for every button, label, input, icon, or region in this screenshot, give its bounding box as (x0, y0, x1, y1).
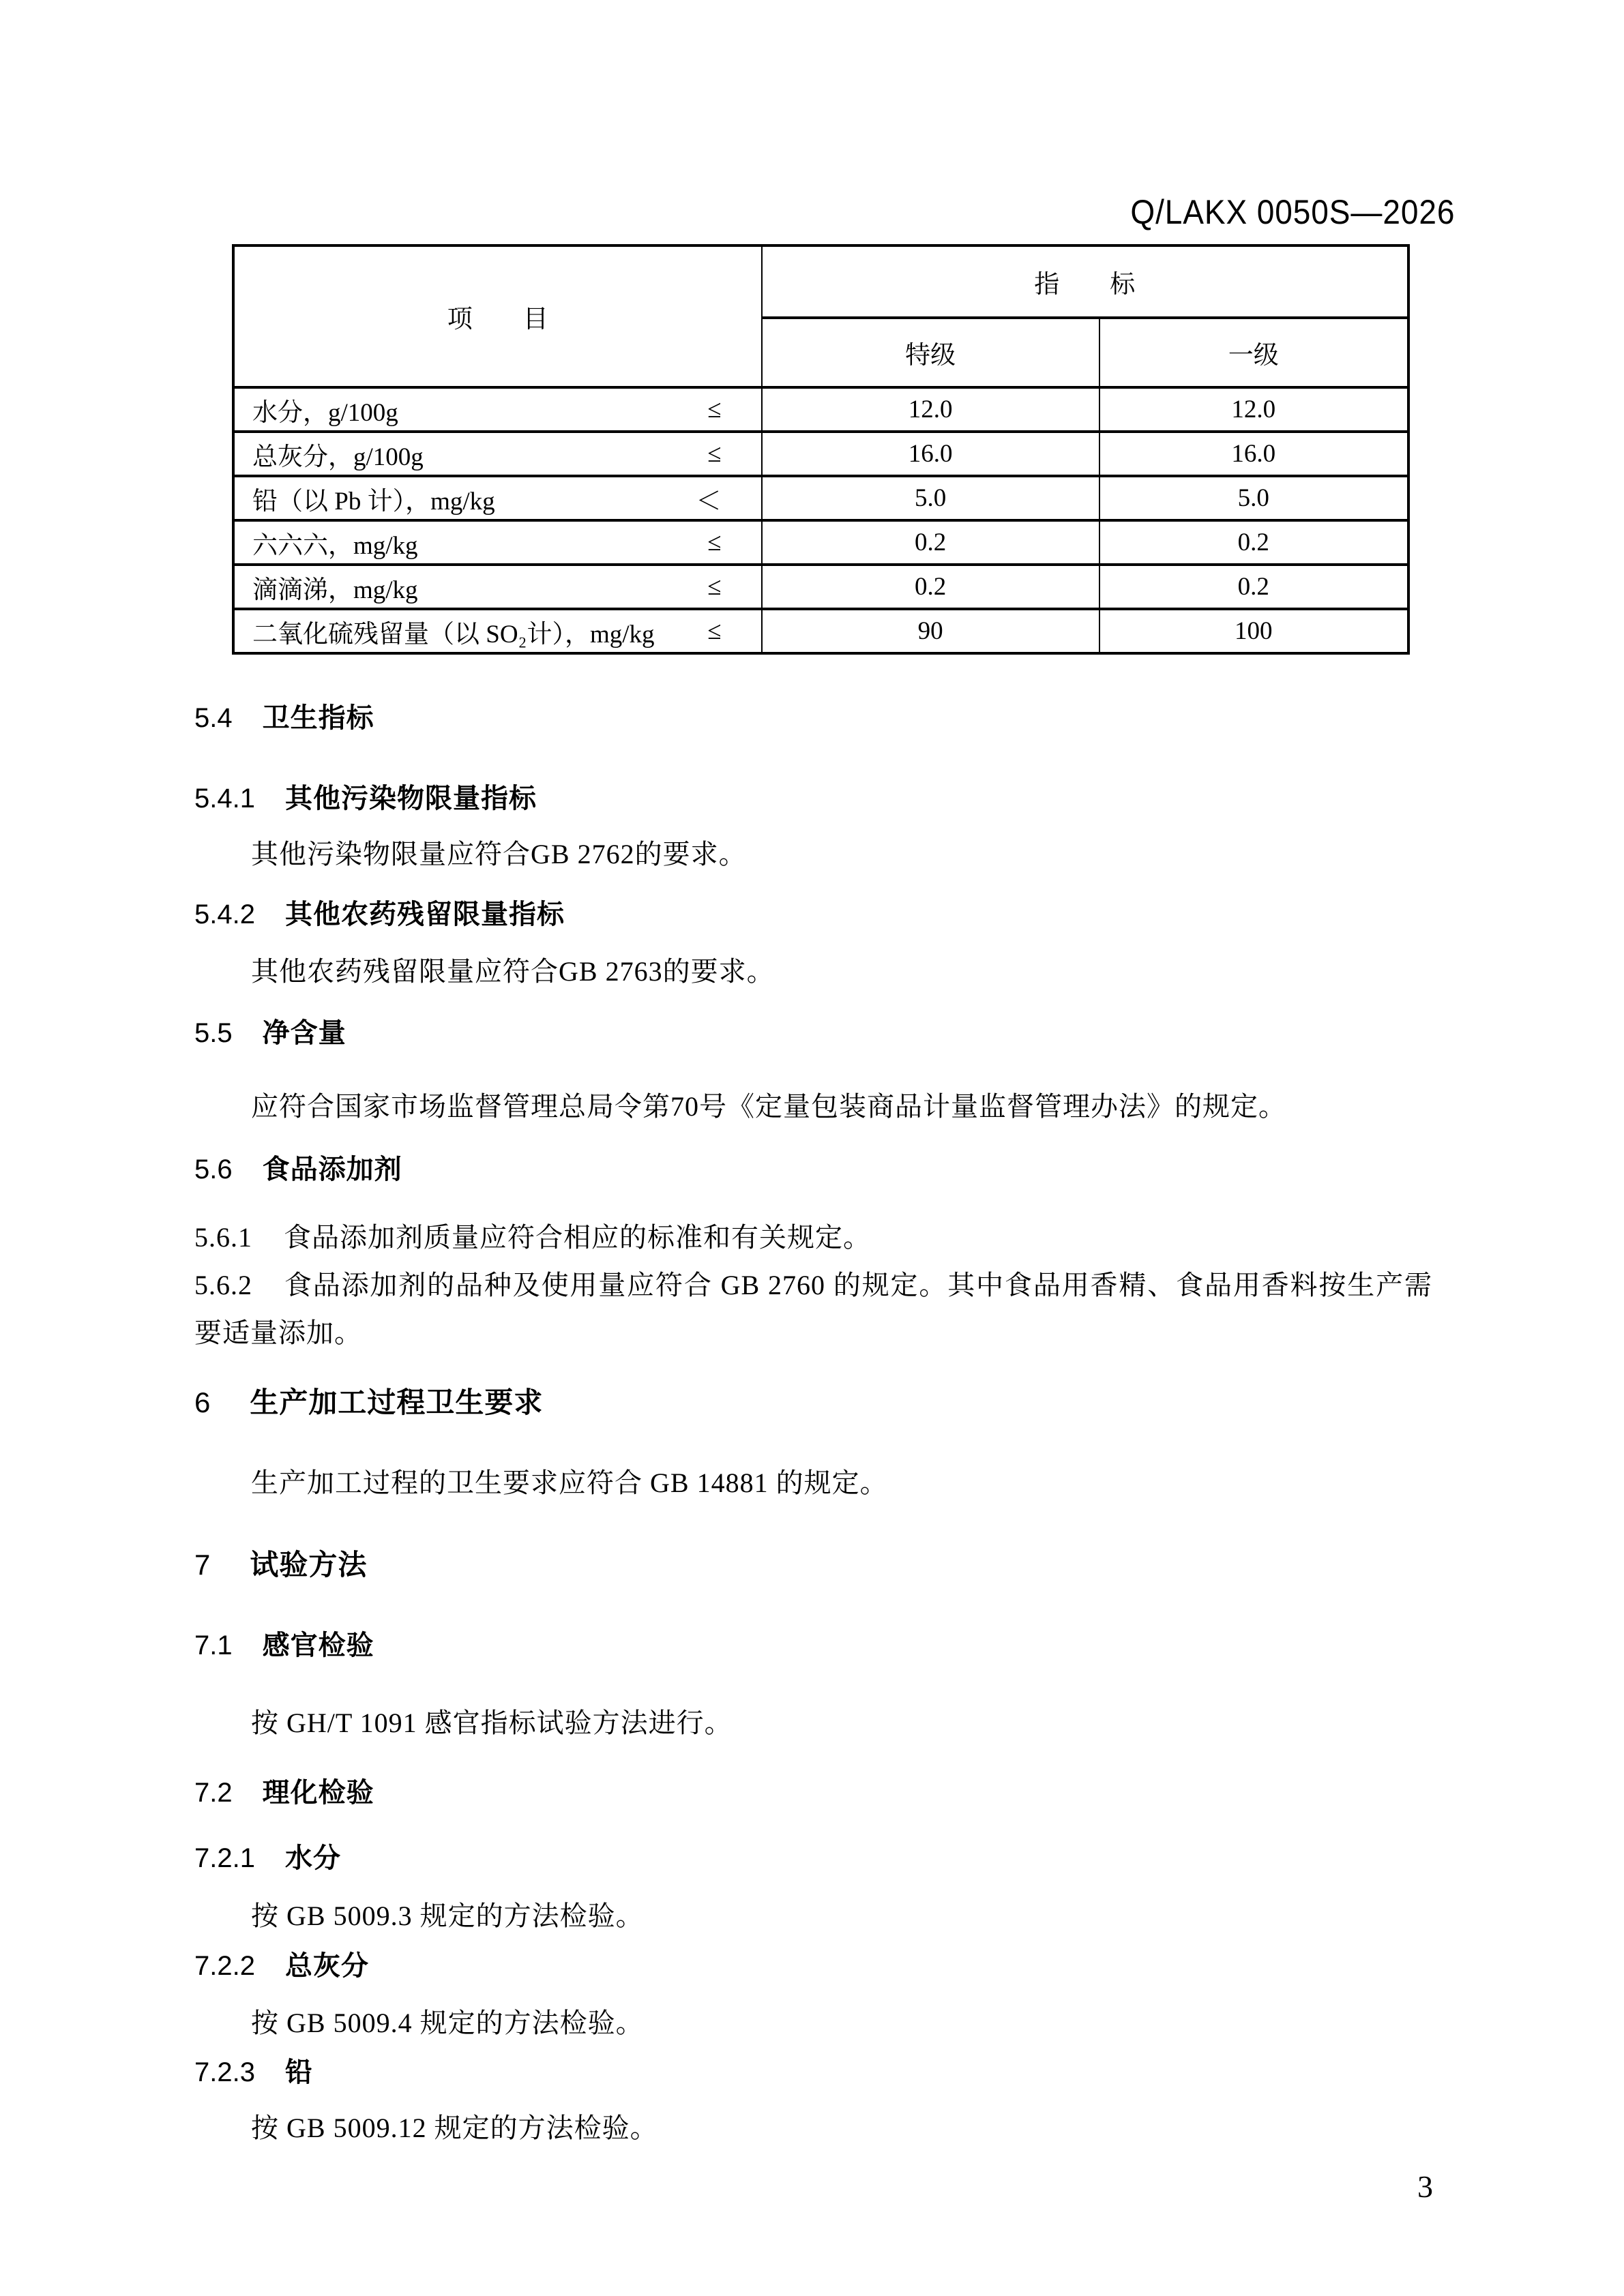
paragraph: 应符合国家市场监督管理总局令第70号《定量包装商品计量监督管理办法》的规定。 (251, 1091, 1286, 1122)
col-header-item: 项 目 (235, 247, 763, 386)
paragraph-number: 5.6.1 (194, 1222, 252, 1253)
section-heading-7-1 (194, 1628, 1432, 1663)
col-header-grade-first: 一级 (1228, 342, 1279, 370)
paragraph-number: 5.6.2 (194, 1270, 252, 1300)
row-value-first: 0.2 (1237, 573, 1269, 601)
section-heading-5-4-2 (194, 897, 1432, 931)
section-heading-5-4-1 (194, 781, 1432, 816)
section-number: 7.2.3 (194, 2057, 255, 2087)
section-heading-7-2-2 (194, 1949, 1432, 1983)
section-title: 理化检验 (262, 1778, 374, 1808)
table-row (235, 475, 1407, 519)
paragraph: 按 GB 5009.12 规定的方法检验。 (251, 2113, 658, 2143)
section-number: 7.1 (194, 1630, 233, 1660)
section-heading-5-5 (194, 1016, 1432, 1050)
row-value-first: 16.0 (1231, 440, 1276, 468)
section-title: 感官检验 (262, 1630, 374, 1660)
section-number: 5.4 (194, 703, 233, 733)
section-title: 铅 (284, 2057, 313, 2087)
section-title: 卫生指标 (262, 703, 374, 733)
row-item-label: 水分，g/100g (252, 398, 398, 427)
row-operator: ≤ (707, 440, 722, 468)
section-number: 6 (194, 1386, 211, 1418)
paragraph: 其他农药残留限量应符合GB 2763的要求。 (251, 956, 775, 987)
section-heading-5-6 (194, 1152, 1432, 1187)
row-item-label: 二氧化硫残留量（以 SO₂计），mg/kg (252, 620, 655, 648)
row-value-first: 100 (1235, 617, 1273, 645)
row-value-first: 5.0 (1237, 484, 1269, 512)
numbered-paragraph-5-6-1 (194, 1214, 1432, 1262)
table-row (235, 608, 1407, 652)
table-row (235, 386, 1407, 430)
section-heading-7-2 (194, 1776, 1432, 1810)
section-number: 7 (194, 1549, 211, 1581)
section-title: 水分 (284, 1843, 341, 1873)
row-value-special: 0.2 (763, 522, 1100, 563)
section-title: 生产加工过程卫生要求 (250, 1386, 544, 1418)
section-number: 5.4.2 (194, 899, 255, 929)
spec-table (232, 244, 1410, 655)
col-header-indicator: 指 标 (763, 247, 1407, 319)
row-value-first: 0.2 (1237, 528, 1269, 556)
doc-number: Q/LAKX 0050S—2026 (1130, 193, 1455, 231)
paragraph: 按 GB 5009.3 规定的方法检验。 (251, 1900, 644, 1931)
section-heading-7-2-3 (194, 2055, 1432, 2089)
row-operator: ≤ (707, 396, 722, 423)
section-title: 其他污染物限量指标 (284, 784, 537, 814)
section-number: 5.4.1 (194, 784, 255, 814)
row-value-first: 12.0 (1231, 396, 1276, 423)
section-title: 试验方法 (250, 1549, 368, 1581)
section-title: 其他农药残留限量指标 (284, 899, 565, 929)
section-number: 7.2 (194, 1778, 233, 1808)
row-value-special: 16.0 (763, 433, 1100, 475)
paragraph: 按 GB 5009.4 规定的方法检验。 (251, 2008, 644, 2038)
row-item-label: 六六六，mg/kg (252, 531, 418, 560)
row-value-special: 12.0 (763, 389, 1100, 430)
section-number: 5.6 (194, 1154, 233, 1184)
col-header-grade-special: 特级 (763, 319, 1100, 386)
table-row (235, 519, 1407, 563)
row-value-special: 90 (763, 610, 1100, 652)
table-row (235, 430, 1407, 475)
row-item-label: 滴滴涕，mg/kg (252, 576, 418, 604)
row-operator: ≤ (707, 528, 722, 556)
row-operator: ＜ (696, 487, 722, 516)
row-item-label: 总灰分，g/100g (252, 443, 424, 471)
paragraph: 其他污染物限量应符合GB 2762的要求。 (251, 839, 747, 869)
spec-table-header (235, 247, 1407, 386)
section-title: 食品添加剂 (262, 1154, 402, 1184)
section-number: 7.2.2 (194, 1951, 255, 1981)
page-number: 3 (1417, 2169, 1433, 2204)
row-value-special: 0.2 (763, 566, 1100, 608)
section-heading-6 (194, 1386, 1432, 1420)
numbered-paragraph-5-6-2 (194, 1262, 1432, 1357)
section-number: 7.2.1 (194, 1843, 255, 1873)
section-heading-7-2-1 (194, 1841, 1432, 1875)
section-title: 总灰分 (284, 1951, 369, 1981)
section-title: 净含量 (262, 1018, 346, 1048)
paragraph: 生产加工过程的卫生要求应符合 GB 14881 的规定。 (251, 1467, 888, 1498)
row-item-label: 铅（以 Pb 计），mg/kg (252, 487, 495, 516)
row-operator: ≤ (707, 573, 722, 601)
section-heading-5-4 (194, 701, 1432, 735)
row-operator: ≤ (707, 617, 722, 645)
section-number: 5.5 (194, 1018, 233, 1048)
table-row (235, 563, 1407, 608)
section-heading-7 (194, 1548, 1432, 1582)
row-value-special: 5.0 (763, 477, 1100, 519)
paragraph-text: 食品添加剂的品种及使用量应符合 GB 2760 的规定。其中食品用香精、食品用香料按生产需要适量添加。 (194, 1270, 1432, 1348)
paragraph-text: 食品添加剂质量应符合相应的标准和有关规定。 (284, 1222, 871, 1253)
paragraph: 按 GH/T 1091 感官指标试验方法进行。 (251, 1708, 733, 1738)
